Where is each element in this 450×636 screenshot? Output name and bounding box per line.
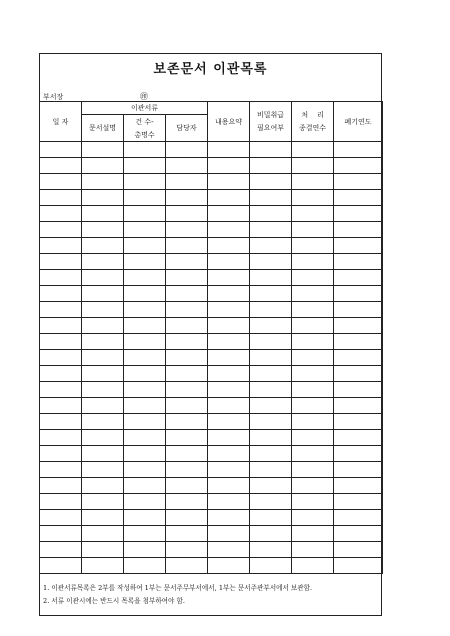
table-cell[interactable] [40,526,82,542]
table-cell[interactable] [292,254,334,270]
table-row [40,542,383,558]
table-cell[interactable] [250,414,292,430]
table-cell[interactable] [334,382,383,398]
table-cell[interactable] [334,542,383,558]
table-cell[interactable] [334,238,383,254]
table-cell[interactable] [82,526,124,542]
table-cell[interactable] [124,478,166,494]
table-cell[interactable] [40,222,82,238]
table-cell[interactable] [166,318,208,334]
header-secret [250,102,292,142]
table-cell[interactable] [208,366,250,382]
table-cell[interactable] [124,158,166,174]
table-cell[interactable] [40,286,82,302]
table-cell[interactable] [82,446,124,462]
header-summary: 내용요약 [208,102,250,142]
table-cell[interactable] [208,158,250,174]
table-cell[interactable] [208,270,250,286]
header-date: 일 자 [40,102,82,142]
table-cell[interactable] [292,462,334,478]
table-cell[interactable] [292,174,334,190]
table-cell[interactable] [250,270,292,286]
table-cell[interactable] [334,302,383,318]
table-cell[interactable] [124,430,166,446]
table-cell[interactable] [40,510,82,526]
header-secret-line1: 비밀취급 [257,111,285,119]
table-cell[interactable] [82,238,124,254]
header-doc-desc: 문서설명 [82,115,124,142]
document-title: 보존문서 이관목록 [153,62,268,77]
table-cell[interactable] [292,270,334,286]
header-process [292,102,334,142]
table-cell[interactable] [208,286,250,302]
table-cell[interactable] [250,350,292,366]
table-row [40,238,383,254]
table-cell[interactable] [292,302,334,318]
table-cell[interactable] [292,478,334,494]
table-cell[interactable] [334,190,383,206]
note-1: 1. 이관서류목록은 2부를 작성하여 1부는 문서주무부서에서, 1부는 문서주관부서에서 보관함. [43,584,313,592]
table-cell[interactable] [82,414,124,430]
table-cell[interactable] [250,302,292,318]
table-cell[interactable] [292,334,334,350]
table-cell[interactable] [82,382,124,398]
table-row [40,222,383,238]
table-cell[interactable] [166,510,208,526]
table-cell[interactable] [292,366,334,382]
table-row [40,446,383,462]
table-cell[interactable] [208,174,250,190]
table-cell[interactable] [40,318,82,334]
table-cell[interactable] [250,238,292,254]
table-cell[interactable] [292,542,334,558]
table-cell[interactable] [250,158,292,174]
table-cell[interactable] [124,366,166,382]
table-cell[interactable] [124,382,166,398]
table-row [40,478,383,494]
table-cell[interactable] [166,382,208,398]
table-cell[interactable] [40,494,82,510]
table-cell[interactable] [124,446,166,462]
table-cell[interactable] [250,254,292,270]
table-cell[interactable] [82,158,124,174]
table-cell[interactable] [166,542,208,558]
table-cell[interactable] [292,398,334,414]
table-cell[interactable] [208,350,250,366]
table-cell[interactable] [166,302,208,318]
table-cell[interactable] [40,206,82,222]
table-cell[interactable] [166,174,208,190]
table-cell[interactable] [208,494,250,510]
table-cell[interactable] [40,270,82,286]
table-cell[interactable] [334,430,383,446]
table-cell[interactable] [334,142,383,158]
table-row [40,510,383,526]
table-cell[interactable] [250,398,292,414]
table-cell[interactable] [40,398,82,414]
table-cell[interactable] [334,158,383,174]
table-cell[interactable] [40,158,82,174]
table-row [40,206,383,222]
table-row [40,318,383,334]
table-cell[interactable] [166,494,208,510]
table-cell[interactable] [250,542,292,558]
table-cell[interactable] [208,510,250,526]
table-cell[interactable] [250,382,292,398]
table-cell[interactable] [40,558,82,574]
table-cell[interactable] [124,510,166,526]
table-cell[interactable] [208,558,250,574]
table-cell[interactable] [334,558,383,574]
table-cell[interactable] [166,222,208,238]
table-row [40,334,383,350]
table-cell[interactable] [124,414,166,430]
table-cell[interactable] [40,542,82,558]
table-cell[interactable] [250,222,292,238]
header-transfer-docs: 이관서류 [82,102,208,115]
note-2: 2. 서류 이관시에는 반드시 목록을 첨부하여야 함. [43,597,185,605]
table-cell[interactable] [124,398,166,414]
table-cell[interactable] [250,142,292,158]
table-cell[interactable] [124,558,166,574]
table-cell[interactable] [124,494,166,510]
table-cell[interactable] [124,254,166,270]
table-cell[interactable] [292,222,334,238]
table-cell[interactable] [82,398,124,414]
table-cell[interactable] [292,158,334,174]
table-cell[interactable] [82,142,124,158]
table-cell[interactable] [82,542,124,558]
table-cell[interactable] [82,350,124,366]
table-cell[interactable] [334,174,383,190]
table-row [40,174,383,190]
table-cell[interactable] [82,222,124,238]
table-cell[interactable] [82,462,124,478]
table-cell[interactable] [124,238,166,254]
table-row [40,190,383,206]
table-cell[interactable] [292,350,334,366]
table-cell[interactable] [208,382,250,398]
table-cell[interactable] [208,542,250,558]
seal-mark: ㊞ [140,92,148,101]
table-cell[interactable] [166,334,208,350]
table-cell[interactable] [166,414,208,430]
table-cell[interactable] [166,366,208,382]
table-cell[interactable] [82,286,124,302]
table-cell[interactable] [124,526,166,542]
table-cell[interactable] [40,366,82,382]
table-row [40,558,383,574]
table-cell[interactable] [208,526,250,542]
table-cell[interactable] [124,318,166,334]
table-cell[interactable] [82,302,124,318]
table-cell[interactable] [292,558,334,574]
table-cell[interactable] [334,222,383,238]
table-cell[interactable] [40,174,82,190]
table-cell[interactable] [292,414,334,430]
table-cell[interactable] [208,398,250,414]
table-cell[interactable] [40,254,82,270]
table-cell[interactable] [166,398,208,414]
transfer-list-table [39,101,383,574]
table-cell[interactable] [124,350,166,366]
table-cell[interactable] [40,334,82,350]
table-row [40,462,383,478]
table-cell[interactable] [208,142,250,158]
table-cell[interactable] [166,446,208,462]
header-process-line2: 종결연수 [299,124,327,132]
table-cell[interactable] [334,414,383,430]
table-cell[interactable] [82,206,124,222]
table-cell[interactable] [208,206,250,222]
table-row [40,430,383,446]
table-cell[interactable] [124,206,166,222]
table-row [40,526,383,542]
table-cell[interactable] [82,334,124,350]
table-cell[interactable] [82,494,124,510]
table-cell[interactable] [166,526,208,542]
table-cell[interactable] [292,190,334,206]
table-cell[interactable] [82,558,124,574]
table-cell[interactable] [40,238,82,254]
table-row [40,142,383,158]
table-cell[interactable] [40,142,82,158]
table-row [40,286,383,302]
table-cell[interactable] [166,558,208,574]
table-cell[interactable] [82,366,124,382]
table-cell[interactable] [166,206,208,222]
table-cell[interactable] [250,318,292,334]
table-row [40,254,383,270]
table-cell[interactable] [250,334,292,350]
table-cell[interactable] [166,158,208,174]
table-cell[interactable] [166,350,208,366]
table-row [40,158,383,174]
table-cell[interactable] [124,286,166,302]
table-cell[interactable] [250,446,292,462]
table-cell[interactable] [40,462,82,478]
table-cell[interactable] [208,254,250,270]
table-cell[interactable] [208,318,250,334]
table-cell[interactable] [208,478,250,494]
header-count [124,115,166,142]
table-cell[interactable] [208,446,250,462]
table-cell[interactable] [40,414,82,430]
table-cell[interactable] [292,526,334,542]
header-disposal-year: 폐기연도 [334,102,383,142]
table-cell[interactable] [334,286,383,302]
table-cell[interactable] [40,190,82,206]
table-cell[interactable] [250,286,292,302]
table-cell[interactable] [166,142,208,158]
table-cell[interactable] [208,190,250,206]
table-cell[interactable] [166,478,208,494]
document-frame [39,53,382,616]
table-cell[interactable] [292,286,334,302]
table-cell[interactable] [334,510,383,526]
table-cell[interactable] [208,430,250,446]
table-cell[interactable] [292,510,334,526]
department-head-label: 부서장 [43,93,64,101]
table-cell[interactable] [292,382,334,398]
table-row [40,302,383,318]
header-manager: 담당자 [166,115,208,142]
table-cell[interactable] [124,462,166,478]
table-cell[interactable] [250,494,292,510]
table-cell[interactable] [166,270,208,286]
table-cell[interactable] [334,206,383,222]
table-cell[interactable] [166,462,208,478]
table-cell[interactable] [334,446,383,462]
table-row [40,414,383,430]
table-body [40,142,383,574]
table-cell[interactable] [334,398,383,414]
table-cell[interactable] [334,494,383,510]
table-cell[interactable] [250,462,292,478]
table-cell[interactable] [334,478,383,494]
table-cell[interactable] [250,558,292,574]
table-cell[interactable] [166,430,208,446]
table-row [40,270,383,286]
table-cell[interactable] [124,270,166,286]
table-row [40,350,383,366]
table-cell[interactable] [250,366,292,382]
table-cell[interactable] [292,142,334,158]
table-cell[interactable] [82,174,124,190]
table-cell[interactable] [250,478,292,494]
table-cell[interactable] [82,270,124,286]
table-cell[interactable] [166,254,208,270]
table-cell[interactable] [82,478,124,494]
table-cell[interactable] [40,382,82,398]
header-count-line2: 총명수 [134,130,155,139]
table-row [40,494,383,510]
table-cell[interactable] [166,286,208,302]
table-row [40,366,383,382]
table-cell[interactable] [208,238,250,254]
table-cell[interactable] [166,238,208,254]
table-cell[interactable] [334,462,383,478]
table-cell[interactable] [334,254,383,270]
table-cell[interactable] [208,334,250,350]
table-cell[interactable] [40,446,82,462]
table-row [40,398,383,414]
table-cell[interactable] [250,190,292,206]
header-count-line1: 건 수- [135,117,154,126]
table-cell[interactable] [82,190,124,206]
table-cell[interactable] [124,334,166,350]
table-cell[interactable] [124,190,166,206]
table-cell[interactable] [292,430,334,446]
table-cell[interactable] [250,510,292,526]
table-cell[interactable] [40,430,82,446]
table-cell[interactable] [334,334,383,350]
table-cell[interactable] [40,350,82,366]
table-cell[interactable] [208,222,250,238]
table-cell[interactable] [124,302,166,318]
table-cell[interactable] [334,318,383,334]
table-cell[interactable] [208,462,250,478]
table-cell[interactable] [82,318,124,334]
table-cell[interactable] [250,430,292,446]
table-cell[interactable] [250,206,292,222]
table-cell[interactable] [166,190,208,206]
table-cell[interactable] [334,366,383,382]
notes [43,582,312,608]
table-cell[interactable] [292,206,334,222]
table-cell[interactable] [334,270,383,286]
table-cell[interactable] [250,174,292,190]
table-cell[interactable] [82,430,124,446]
table-cell[interactable] [124,542,166,558]
table-cell[interactable] [82,254,124,270]
table-cell[interactable] [40,478,82,494]
table-cell[interactable] [208,302,250,318]
table-cell[interactable] [292,446,334,462]
header-process-line1: 처 리 [301,111,324,119]
header-secret-line2: 필요여부 [257,124,285,132]
table-cell[interactable] [292,494,334,510]
table-cell[interactable] [124,142,166,158]
table-cell[interactable] [124,174,166,190]
table-cell[interactable] [124,222,166,238]
table-cell[interactable] [292,318,334,334]
table-row [40,382,383,398]
table-cell[interactable] [40,302,82,318]
table-cell[interactable] [292,238,334,254]
table-cell[interactable] [250,526,292,542]
table-cell[interactable] [334,526,383,542]
table-cell[interactable] [334,350,383,366]
table-cell[interactable] [82,510,124,526]
table-cell[interactable] [208,414,250,430]
